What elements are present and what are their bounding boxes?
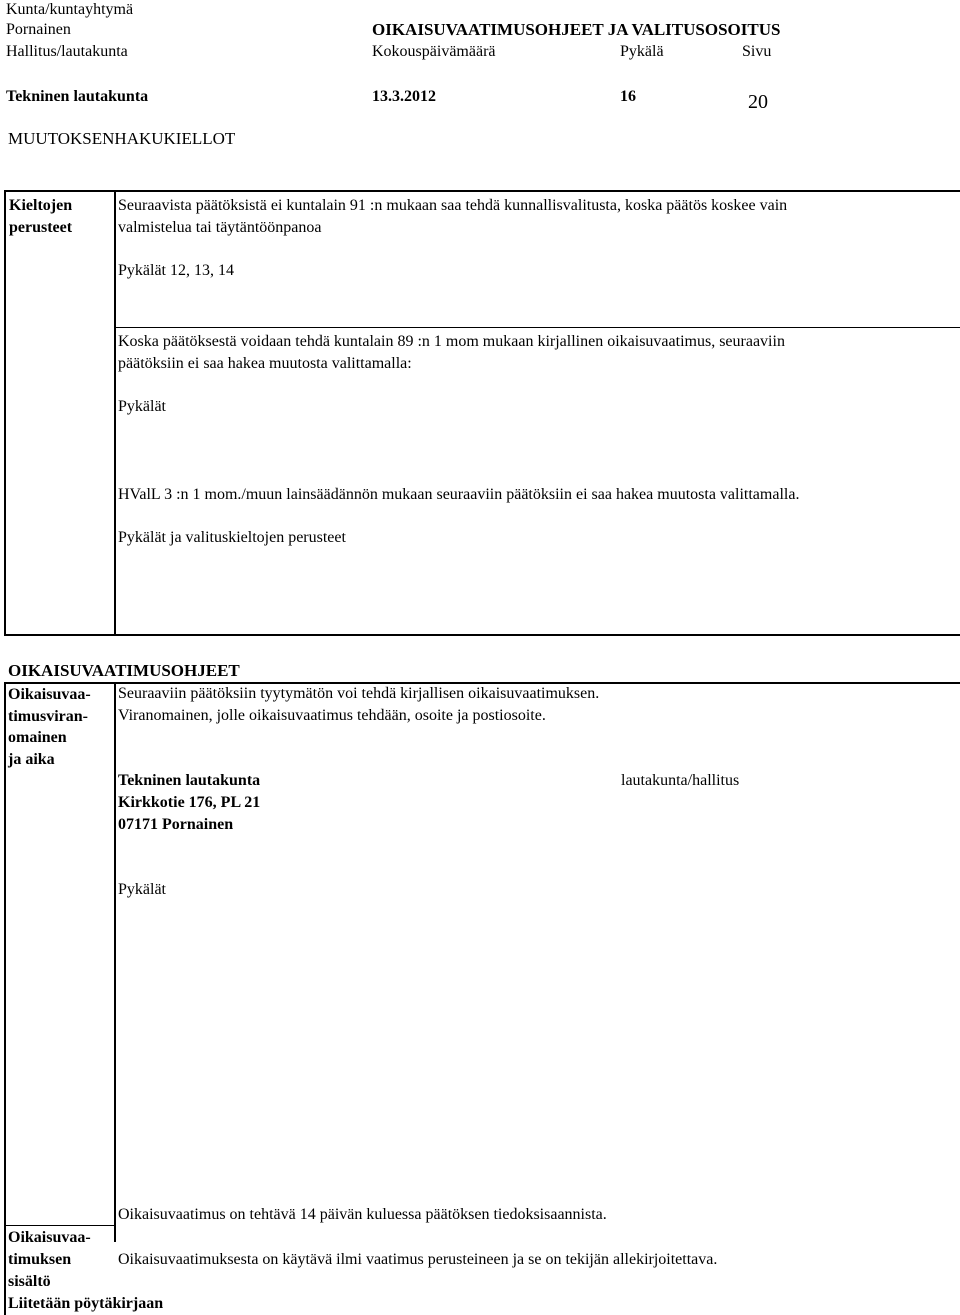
restrictions-bottom-border: [4, 634, 960, 636]
date-value: 13.3.2012: [372, 88, 436, 105]
restrictions-text1-line2: valmistelua tai täytäntöönpanoa: [118, 219, 322, 236]
authority-type: lautakunta/hallitus: [621, 772, 740, 789]
appeal-text1: Seuraaviin päätöksiin tyytymätön voi tehdä kirjallisen oikaisuvaatimuksen.: [118, 685, 600, 702]
body-label: Hallitus/lautakunta: [6, 43, 128, 60]
restrictions-sections1: Pykälät 12, 13, 14: [118, 262, 234, 279]
page-label: Sivu: [742, 43, 772, 60]
content-label-1: Oikaisuvaa-: [8, 1229, 91, 1246]
date-label: Kokouspäivämäärä: [372, 43, 496, 60]
restrictions-text1-line1: Seuraavista päätöksistä ei kuntalain 91 :n mukaan saa tehdä kunnallisvalitusta, koska päätös koskee vain: [118, 197, 788, 214]
restrictions-sections2: Pykälät: [118, 398, 166, 415]
restrictions-separator: [116, 327, 960, 328]
restrictions-text3: HValL 3 :n 1 mom./muun lainsäädännön mukaan seuraaviin päätöksiin ei saa hakea muutosta valittamalla.: [118, 486, 800, 503]
section-label: Pykälä: [620, 43, 664, 60]
appeal-sections: Pykälät: [118, 881, 166, 898]
municipality-name: Pornainen: [6, 21, 71, 38]
restrictions-text2-line1: Koska päätöksestä voidaan tehdä kuntalain 89 :n 1 mom mukaan kirjallinen oikaisuvaatimus, seuraaviin: [118, 333, 785, 350]
appeal-deadline: Oikaisuvaatimus on tehtävä 14 päivän kuluessa päätöksen tiedoksisaannista.: [118, 1206, 607, 1223]
restrictions-sections3: Pykälät ja valituskieltojen perusteet: [118, 529, 346, 546]
content-label-2: timuksen: [8, 1251, 72, 1268]
appeal-label-1: Oikaisuvaa-: [8, 686, 91, 703]
body-value: Tekninen lautakunta: [6, 88, 149, 105]
appeal-text2: Viranomainen, jolle oikaisuvaatimus tehdään, osoite ja postiosoite.: [118, 707, 546, 724]
appeal-title: OIKAISUVAATIMUSOHJEET: [8, 661, 240, 680]
section-value: 16: [620, 88, 636, 105]
footer-note: Liitetään pöytäkirjaan: [8, 1295, 164, 1312]
appeal-label-2: timusviran-: [8, 708, 88, 725]
document-title: OIKAISUVAATIMUSOHJEET JA VALITUSOSOITUS: [372, 20, 781, 39]
authority-name: Tekninen lautakunta: [118, 772, 261, 789]
appeal-label-3: omainen: [8, 729, 67, 746]
page-value: 20: [748, 91, 768, 113]
appeal-left-border: [4, 682, 6, 1315]
appeal-label-separator: [4, 1225, 115, 1226]
restrictions-label-2: perusteet: [9, 219, 73, 236]
appeal-label-4: ja aika: [8, 751, 55, 768]
restrictions-label-1: Kieltojen: [9, 197, 73, 214]
restrictions-top-border: [4, 190, 960, 192]
org-label: Kunta/kuntayhtymä: [6, 1, 134, 18]
authority-city: 07171 Pornainen: [118, 816, 234, 833]
content-text: Oikaisuvaatimuksesta on käytävä ilmi vaatimus perusteineen ja se on tekijän allekirjoitettava.: [118, 1251, 718, 1268]
content-label-3: sisältö: [8, 1273, 51, 1290]
appeal-divider: [114, 682, 116, 1242]
restrictions-text2-line2: päätöksiin ei saa hakea muutosta valittamalla:: [118, 355, 412, 372]
restrictions-title: MUUTOKSENHAKUKIELLOT: [8, 129, 236, 148]
authority-street: Kirkkotie 176, PL 21: [118, 794, 261, 811]
restrictions-left-border: [4, 190, 6, 636]
restrictions-divider: [114, 190, 116, 636]
